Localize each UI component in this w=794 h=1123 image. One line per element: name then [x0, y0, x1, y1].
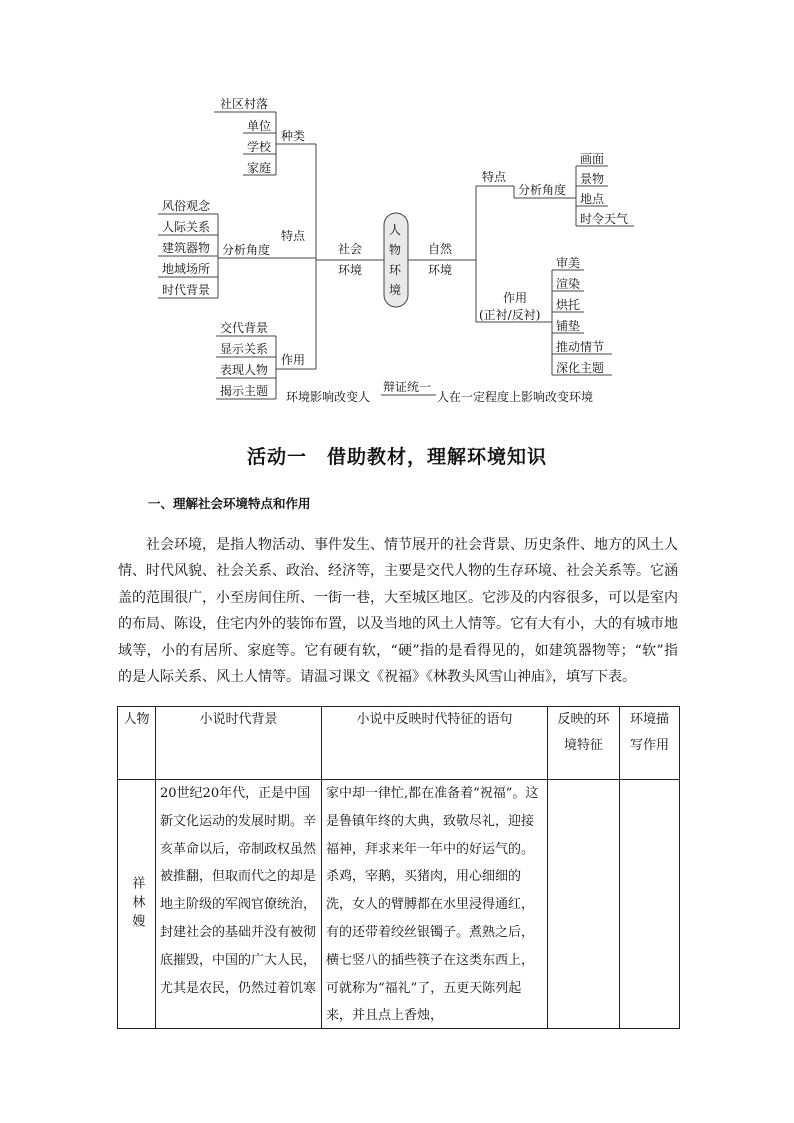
function-item: 交代背景 — [220, 321, 269, 335]
relation-right: 人在一定程度上影响改变环境 — [437, 390, 594, 404]
relation-mid: 辩证统一 — [383, 380, 432, 394]
header-character: 人物 — [118, 707, 156, 780]
natural-function-item: 渲染 — [556, 277, 581, 291]
center-char: 境 — [389, 283, 402, 297]
natural-angle-label: 分析角度 — [518, 183, 567, 197]
relation-left: 环境影响改变人 — [286, 390, 371, 404]
body-paragraph: 社会环境，是指人物活动、事件发生、情节展开的社会背景、历史条件、地方的风土人情、时代风貌、社会关系、政治、经济等，主要是交代人物的生存环境、社会关系等。它涵盖的范围很广，小至房间住所、一街一巷，大至城区地区。它涉及的内容很多，可以是室内的布局、陈设，住宅内外的装饰布置，以及当地的风土人情等。它有大有小，大的有城市地域等，小的有居所、家庭等。它有硬有软，“硬”指的是看得见的，如建筑器物等；“软”指的是人际关系、风土人情等。请温习课文《祝福》《林教头风雪山神庙》，填写下表。 — [118, 537, 678, 686]
angle-label: 分析角度 — [222, 243, 271, 257]
cell-sentences — [322, 780, 548, 1029]
natural-function-item: 深化主题 — [556, 361, 605, 375]
activity-title: 活动一 借助教材，理解环境知识 — [246, 446, 547, 468]
social-label-top: 社会 — [338, 242, 363, 256]
cell-background-text: 20世纪20年代，正是中国新文化运动的发展时期。辛亥革命以后，帝制政权虽然被推翻，但取而代之的却是地主阶级的军阀官僚统治，封建社会的基础并没有被彻底摧毁，中国的广大人民，尤其是农民，仍然过着饥寒 — [160, 786, 317, 996]
table-header-row — [118, 707, 680, 780]
natural-functions-sub: (正衬/反衬) — [479, 308, 541, 322]
center-char: 物 — [389, 243, 402, 257]
cell-function[interactable] — [620, 780, 680, 1029]
cell-sentences-text: 家中却一律忙,都在准备着“祝福”。这是鲁镇年终的大典，致敬尽礼，迎接福神，拜求来年一年中的好运气的。杀鸡，宰鹅，买猪肉，用心细细的洗，女人的臂膊都在水里浸得通红，有的还带着绞丝银镯子。煮熟之后，横七竖八的插些筷子在这类东西上，可就称为“福礼”了，五更天陈列起来，并且点上香烛， — [326, 786, 539, 1024]
type-item: 单位 — [247, 119, 272, 133]
header-feature: 反映的环境特征 — [548, 707, 620, 780]
table-row — [118, 780, 680, 1029]
natural-function-item: 烘托 — [556, 298, 581, 312]
social-label-bottom: 环境 — [338, 263, 363, 277]
natural-angle-item: 时令天气 — [580, 212, 629, 226]
features-label: 特点 — [281, 229, 306, 243]
natural-label-bottom: 环境 — [428, 263, 453, 277]
natural-label-top: 自然 — [428, 242, 453, 256]
function-item: 揭示主题 — [220, 384, 269, 398]
header-sentences: 小说中反映时代特征的语句 — [322, 707, 548, 780]
type-item: 学校 — [247, 140, 272, 154]
functions-label: 作用 — [281, 353, 306, 367]
natural-function-item: 审美 — [556, 256, 581, 270]
center-char: 环 — [389, 263, 402, 277]
function-item: 显示关系 — [220, 342, 269, 356]
type-item: 社区村落 — [220, 97, 269, 111]
fill-in-table — [117, 706, 680, 1029]
natural-function-item: 铺垫 — [556, 319, 581, 333]
function-item: 表现人物 — [220, 363, 269, 377]
natural-angle-item: 地点 — [580, 192, 605, 206]
section-title: 一、理解社会环境特点和作用 — [148, 496, 311, 511]
angle-item: 人际关系 — [162, 220, 211, 234]
natural-angle-item: 画面 — [580, 152, 605, 166]
natural-functions-label: 作用 — [503, 291, 528, 305]
angle-item: 地域场所 — [162, 262, 211, 276]
angle-item: 建筑器物 — [162, 241, 211, 255]
type-item: 家庭 — [247, 161, 272, 175]
center-char: 人 — [389, 223, 402, 237]
header-background: 小说时代背景 — [156, 707, 322, 780]
angle-item: 时代背景 — [162, 283, 211, 297]
natural-function-item: 推动情节 — [556, 340, 605, 354]
cell-character: 祥林嫂 — [118, 780, 156, 1029]
natural-features-label: 特点 — [482, 170, 507, 184]
natural-angle-item: 景物 — [580, 172, 605, 186]
cell-feature[interactable] — [548, 780, 620, 1029]
header-function: 环境描写作用 — [620, 707, 680, 780]
angle-item: 风俗观念 — [162, 199, 211, 213]
mind-map-diagram — [0, 0, 794, 420]
cell-background — [156, 780, 322, 1029]
types-label: 种类 — [281, 129, 306, 143]
